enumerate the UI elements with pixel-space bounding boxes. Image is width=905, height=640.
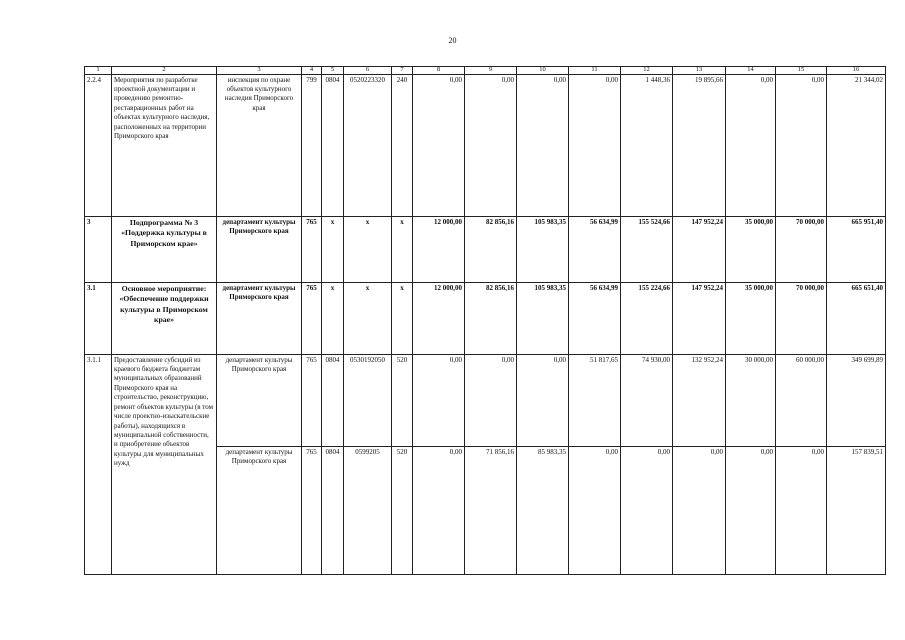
cell-value: 85 983,35	[517, 446, 569, 575]
table-row	[85, 216, 886, 282]
cell-value: 240	[392, 74, 413, 216]
table-row	[85, 282, 886, 354]
cell-value: 155 224,66	[621, 282, 673, 354]
cell-value: x	[344, 282, 392, 354]
cell-value: 12 000,00	[413, 282, 465, 354]
column-number: 12	[621, 67, 673, 75]
cell-value: 157 839,51	[827, 446, 886, 575]
column-number: 1	[85, 67, 112, 75]
cell-value: 74 930,00	[621, 354, 673, 446]
cell-value: 147 952,24	[673, 282, 726, 354]
cell-value: 0,00	[569, 74, 621, 216]
column-number-row	[85, 67, 886, 75]
cell-value: 0,00	[413, 354, 465, 446]
cell-value: 0,00	[517, 354, 569, 446]
column-number: 5	[322, 67, 344, 75]
cell-value: 0,00	[569, 446, 621, 575]
cell-value: 155 524,66	[621, 216, 673, 282]
row-code: 3.1	[85, 282, 112, 354]
cell-value: 147 952,24	[673, 216, 726, 282]
cell-value: 0804	[322, 354, 344, 446]
column-number: 4	[302, 67, 322, 75]
cell-value: 56 634,99	[569, 282, 621, 354]
cell-value: 105 983,35	[517, 216, 569, 282]
row-code: 3.1.1	[85, 354, 112, 575]
cell-value: x	[392, 282, 413, 354]
cell-value: 665 651,40	[827, 282, 886, 354]
cell-value: 60 000,00	[776, 354, 827, 446]
cell-value: 765	[302, 446, 322, 575]
cell-value: 520	[392, 446, 413, 575]
cell-value: 0,00	[465, 354, 517, 446]
cell-value: 132 952,24	[673, 354, 726, 446]
cell-value: 35 000,00	[726, 216, 776, 282]
column-number: 10	[517, 67, 569, 75]
cell-value: 0599205	[344, 446, 392, 575]
cell-value: 70 000,00	[776, 216, 827, 282]
row-name: Мероприятия по разработке проектной документации и проведению ремонтно-реставрационных работ на объектах культурного наследия, расположенных на территории Приморского края	[112, 74, 217, 216]
column-number: 7	[392, 67, 413, 75]
cell-value: 82 856,16	[465, 282, 517, 354]
cell-value: 71 856,16	[465, 446, 517, 575]
cell-value: x	[322, 216, 344, 282]
column-number: 9	[465, 67, 517, 75]
cell-value: 765	[302, 282, 322, 354]
column-number: 11	[569, 67, 621, 75]
responsible-org: департамент культуры Приморского края	[217, 446, 302, 575]
cell-value: 0,00	[726, 74, 776, 216]
cell-value: 765	[302, 216, 322, 282]
cell-value: 765	[302, 354, 322, 446]
row-code: 3	[85, 216, 112, 282]
cell-value: 70 000,00	[776, 282, 827, 354]
cell-value: 0804	[322, 446, 344, 575]
cell-value: 665 951,40	[827, 216, 886, 282]
column-number: 8	[413, 67, 465, 75]
cell-value: 35 000,00	[726, 282, 776, 354]
cell-value: 0,00	[517, 74, 569, 216]
cell-value: 0,00	[413, 74, 465, 216]
cell-value: x	[392, 216, 413, 282]
cell-value: 12 000,00	[413, 216, 465, 282]
column-number: 14	[726, 67, 776, 75]
cell-value: 349 699,89	[827, 354, 886, 446]
cell-value: x	[322, 282, 344, 354]
row-name: Основное мероприятие: «Обеспечение поддержки культуры в Приморском крае»	[112, 282, 217, 354]
cell-value: 30 000,00	[726, 354, 776, 446]
responsible-org: департамент культуры Приморского края	[217, 282, 302, 354]
cell-value: 1 448,36	[621, 74, 673, 216]
cell-value: 0,00	[673, 446, 726, 575]
column-number: 13	[673, 67, 726, 75]
row-code: 2.2.4	[85, 74, 112, 216]
budget-table	[84, 66, 886, 575]
cell-value: 51 817,65	[569, 354, 621, 446]
page-number: 20	[448, 36, 457, 45]
responsible-org: департамент культуры Приморского края	[217, 216, 302, 282]
cell-value: 0,00	[465, 74, 517, 216]
row-name: Подпрограмма № 3 «Поддержка культуры в Приморском крае»	[112, 216, 217, 282]
cell-value: 0,00	[413, 446, 465, 575]
column-number: 6	[344, 67, 392, 75]
cell-value: x	[344, 216, 392, 282]
cell-value: 0804	[322, 74, 344, 216]
cell-value: 82 856,16	[465, 216, 517, 282]
cell-value: 19 895,66	[673, 74, 726, 216]
table-row	[85, 74, 886, 216]
cell-value: 0,00	[726, 446, 776, 575]
cell-value: 105 983,35	[517, 282, 569, 354]
table-row	[85, 354, 886, 446]
cell-value: 799	[302, 74, 322, 216]
cell-value: 0,00	[621, 446, 673, 575]
cell-value: 520	[392, 354, 413, 446]
cell-value: 56 634,99	[569, 216, 621, 282]
column-number: 2	[112, 67, 217, 75]
cell-value: 0530192050	[344, 354, 392, 446]
cell-value: 21 344,02	[827, 74, 886, 216]
cell-value: 0520223320	[344, 74, 392, 216]
cell-value: 0,00	[776, 74, 827, 216]
row-name: Предоставление субсидий из краевого бюджета бюджетам муниципальных образований Приморского края на строительство, реконструкцию, ремонт объектов культуры (в том числе проектно-изыскательские работы), находящихся в муниципальной собственности, и приобретение объектов культуры для муниципальных нужд	[112, 354, 217, 575]
cell-value: 0,00	[776, 446, 827, 575]
column-number: 15	[776, 67, 827, 75]
column-number: 3	[217, 67, 302, 75]
responsible-org: инспекция по охране объектов культурного наследия Приморского края	[217, 74, 302, 216]
column-number: 16	[827, 67, 886, 75]
responsible-org: департамент культуры Приморского края	[217, 354, 302, 446]
